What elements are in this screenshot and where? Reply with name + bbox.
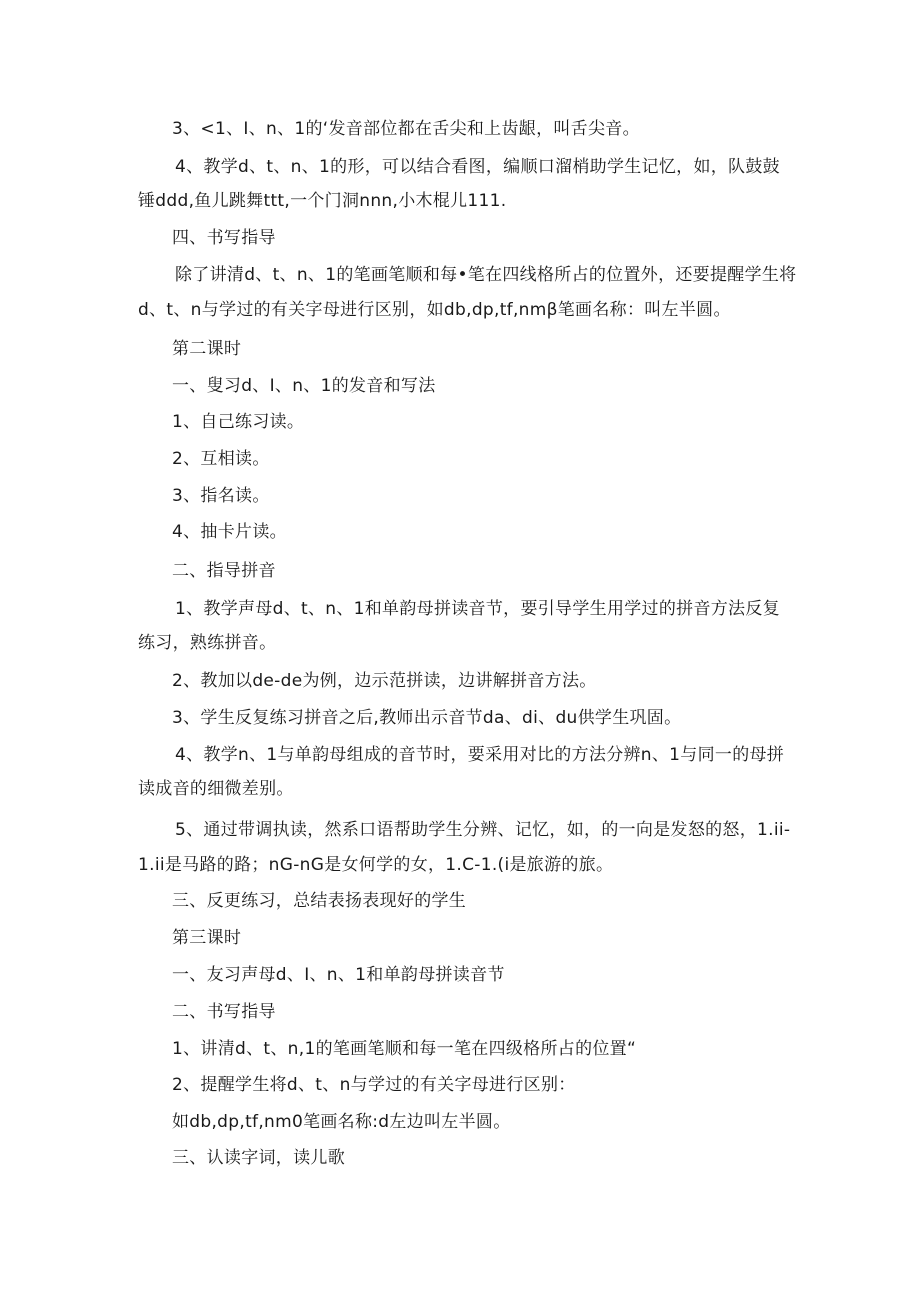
lesson-heading: 第三课时 — [172, 928, 242, 948]
text-line: 5、通过带调执读，然系口语帮助学生分辨、记忆，如，的一向是发怒的怒，1.ii- — [175, 820, 791, 840]
text-line: 练习，熟练拼音。 — [138, 633, 277, 653]
section-heading: 四、书写指导 — [172, 228, 276, 248]
text-line: 锤ddd,鱼儿跳舞ttt,一个门洞nnn,小木棍儿111. — [138, 191, 507, 211]
text-line: 4、抽卡片读。 — [172, 522, 287, 542]
text-line: 2、互相读。 — [172, 449, 270, 469]
section-heading: 一、友习声母d、I、n、1和单韵母拼读音节 — [172, 965, 505, 985]
text-line: 2、教加以de-de为例，边示范拼读，边讲解拼音方法。 — [172, 671, 597, 691]
text-line: 1、讲清d、t、n,1的笔画笔顺和每一笔在四级格所占的位置“ — [172, 1039, 637, 1059]
text-line: d、t、n与学过的有关字母进行区别，如db,dp,tf,nmβ笔画名称：叫左半圆。 — [138, 300, 731, 320]
section-heading: 三、认读字词，读儿歌 — [172, 1148, 345, 1168]
section-heading: 二、指导拼音 — [172, 561, 276, 581]
text-line: 1.ii是马路的路；nG-nG是女何学的女，1.C-1.(i是旅游的旅。 — [138, 855, 614, 875]
text-line: 1、自己练习读。 — [172, 412, 305, 432]
text-line: 如db,dp,tf,nm0笔画名称:d左边叫左半圆。 — [172, 1112, 511, 1132]
section-heading: 一、叟习d、I、n、1的发音和写法 — [172, 376, 436, 396]
text-line: 3、学生反复练习拼音之后,教师出示音节da、di、du供学生巩固。 — [172, 708, 682, 728]
text-line: 3、<1、I、n、1的‘发音部位都在舌尖和上齿龈，叫舌尖音。 — [172, 119, 640, 139]
text-line: 读成音的细微差别。 — [138, 779, 294, 799]
lesson-heading: 第二课时 — [172, 339, 242, 359]
text-line: 2、提醒学生将d、t、n与学过的有关字母进行区别： — [172, 1075, 576, 1095]
section-heading: 二、书写指导 — [172, 1002, 276, 1022]
text-line: 1、教学声母d、t、n、1和单韵母拼读音节，要引导学生用学过的拼音方法反复 — [175, 599, 780, 619]
text-line: 4、教学d、t、n、1的形，可以结合看图，编顺口溜梢助学生记忆，如，队鼓鼓 — [175, 157, 780, 177]
text-line: 3、指名读。 — [172, 486, 270, 506]
text-line: 4、教学n、1与单韵母组成的音节时，要采用对比的方法分辨n、1与同一的母拼 — [175, 745, 785, 765]
section-heading: 三、反更练习，总结表扬表现好的学生 — [172, 891, 467, 911]
text-line: 除了讲清d、t、n、1的笔画笔顺和每•笔在四线格所占的位置外，还要提醒学生将 — [175, 265, 797, 285]
